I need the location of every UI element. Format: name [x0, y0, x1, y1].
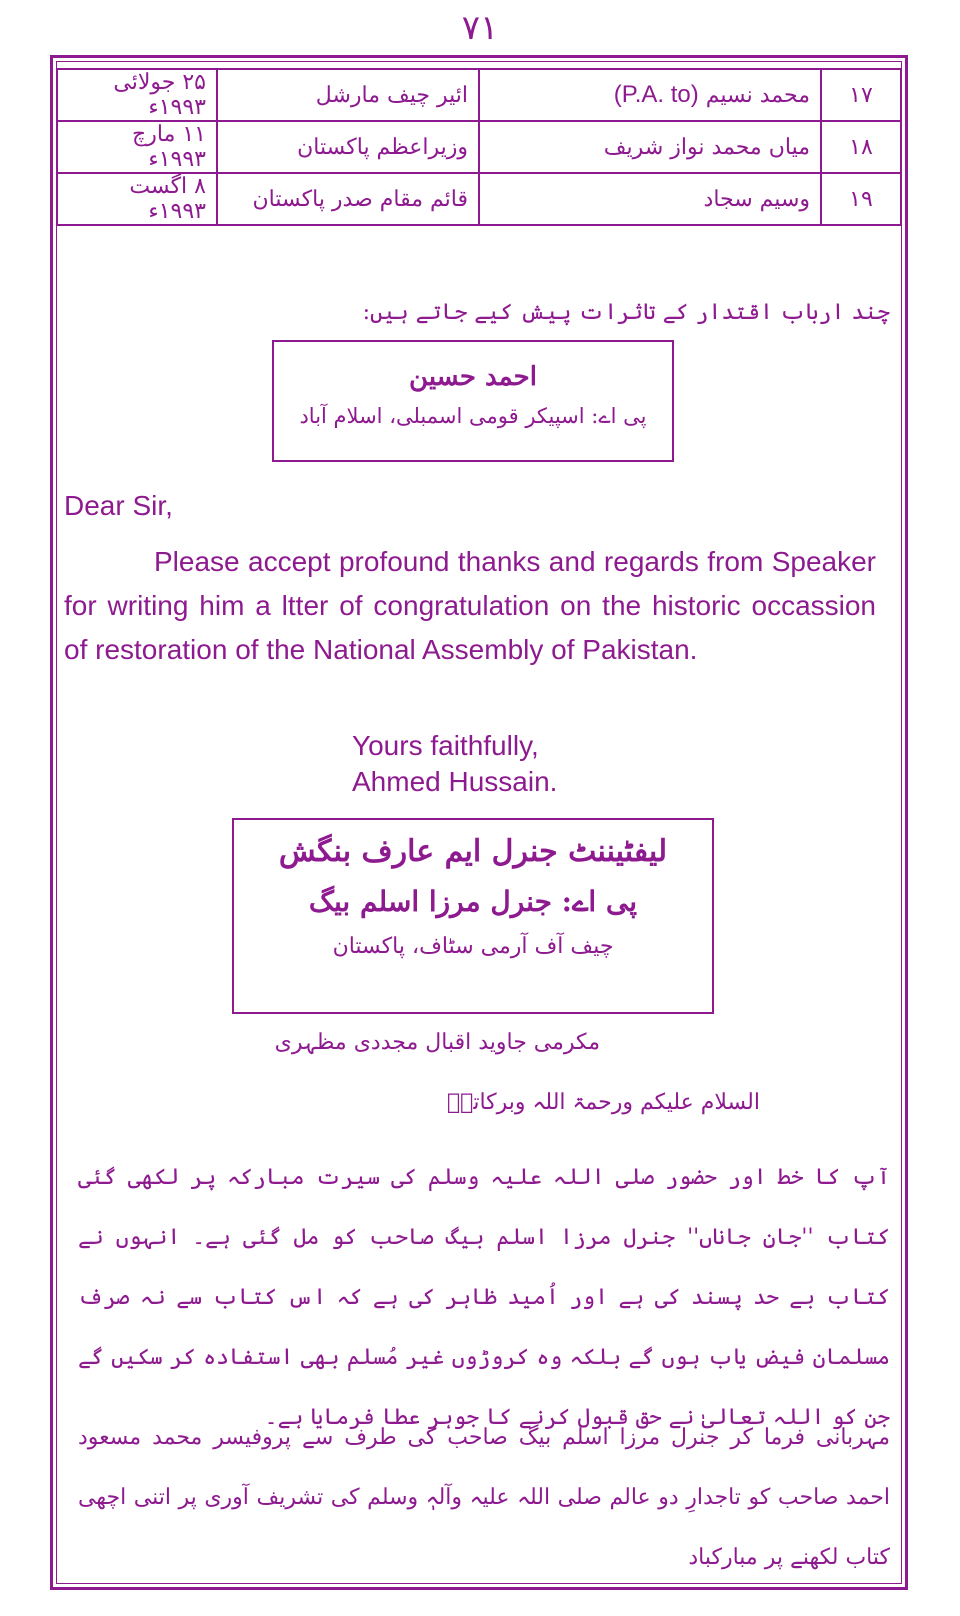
sender-box-ahmed-hussain: [272, 340, 674, 462]
table-row: [57, 121, 901, 173]
person-title: وزیراعظم پاکستان: [217, 121, 479, 173]
urdu-paragraph-1: آپ کا خط اور حضور صلی اللہ علیہ وسلم کی سیرت مبارکہ پر لکھی گئی کتاب ''جانِ جاناں'' جنرل مرزا اسلم بیگ صاحب کو مل گئی ہے۔ انہوں نے کتاب بے حد پسند کی ہے اور اُمید ظاہر کی ہے کہ اس کتاب سے نہ صرف مسلمان فیض یاب ہوں گے بلکہ وہ کروڑوں غیر مُسلم بھی استفادہ کر سکیں گے جن کو اللہ تعالیٰ نے حق قبول کرنے کا جوہر عطا فرمایا ہے۔: [78, 1165, 890, 1430]
roster-table: [56, 68, 902, 226]
urdu-salutation: مکرمی جاوید اقبال مجددی مظہری: [274, 1030, 600, 1055]
sender-name: لیفٹیننٹ جنرل ایم عارف بنگش: [278, 834, 668, 869]
letter-date: ۲۵ جولائی ۱۹۹۳ء: [57, 69, 217, 121]
letter-body: Please accept profound thanks and regards from Speaker for writing him a ltter of congratulation on the historic occassion of restoration of the National Assembly of Pakistan.: [64, 546, 876, 665]
sender-designation: چیف آف آرمی سٹاف، پاکستان: [332, 934, 614, 959]
person-name: محمد نسیم (P.A. to): [479, 69, 821, 121]
person-title: قائم مقام صدر پاکستان: [217, 173, 479, 225]
sender-name: احمد حسین: [409, 362, 537, 392]
urdu-paragraph-2: مہربانی فرما کر جنرل مرزا اسلم بیگ صاحب کی طرف سے پروفیسر محمد مسعود احمد صاحب کو تاجدارِ دو عالم صلی اللہ علیہ وآلہٖ وسلم کی تشریف آوری پر اتنی اچھی کتاب لکھنے پر مبارکباد: [78, 1425, 890, 1570]
letter-date: ۱۱ مارچ ۱۹۹۳ء: [57, 121, 217, 173]
person-name: وسیم سجاد: [479, 173, 821, 225]
table-row: [57, 69, 901, 121]
sender-box-arif-bangash: [232, 818, 714, 1014]
letter-closing: [352, 728, 557, 800]
sender-designation: پی اے: اسپیکر قومی اسمبلی، اسلام آباد: [299, 404, 647, 428]
closing-phrase: Yours faithfully,: [352, 730, 539, 761]
letter-date: ۸ اگست ۱۹۹۳ء: [57, 173, 217, 225]
letter-salutation: Dear Sir,: [64, 490, 173, 521]
intro-line: چند ارباب اقتدار کے تاثرات پیش کیے جاتے ہیں:: [362, 300, 890, 325]
page-number: ۷۱: [461, 8, 499, 48]
urdu-greeting: السلام علیکم ورحمۃ اللہ وبرکاتہٗ: [446, 1090, 760, 1115]
person-title: ائیر چیف مارشل: [217, 69, 479, 121]
row-number: ۱۹: [821, 173, 901, 225]
sender-office: پی اے: جنرل مرزا اسلم بیگ: [308, 885, 638, 918]
signature: Ahmed Hussain.: [352, 766, 558, 797]
table-row: [57, 173, 901, 225]
person-name: میاں محمد نواز شریف: [479, 121, 821, 173]
row-number: ۱۸: [821, 121, 901, 173]
row-number: ۱۷: [821, 69, 901, 121]
